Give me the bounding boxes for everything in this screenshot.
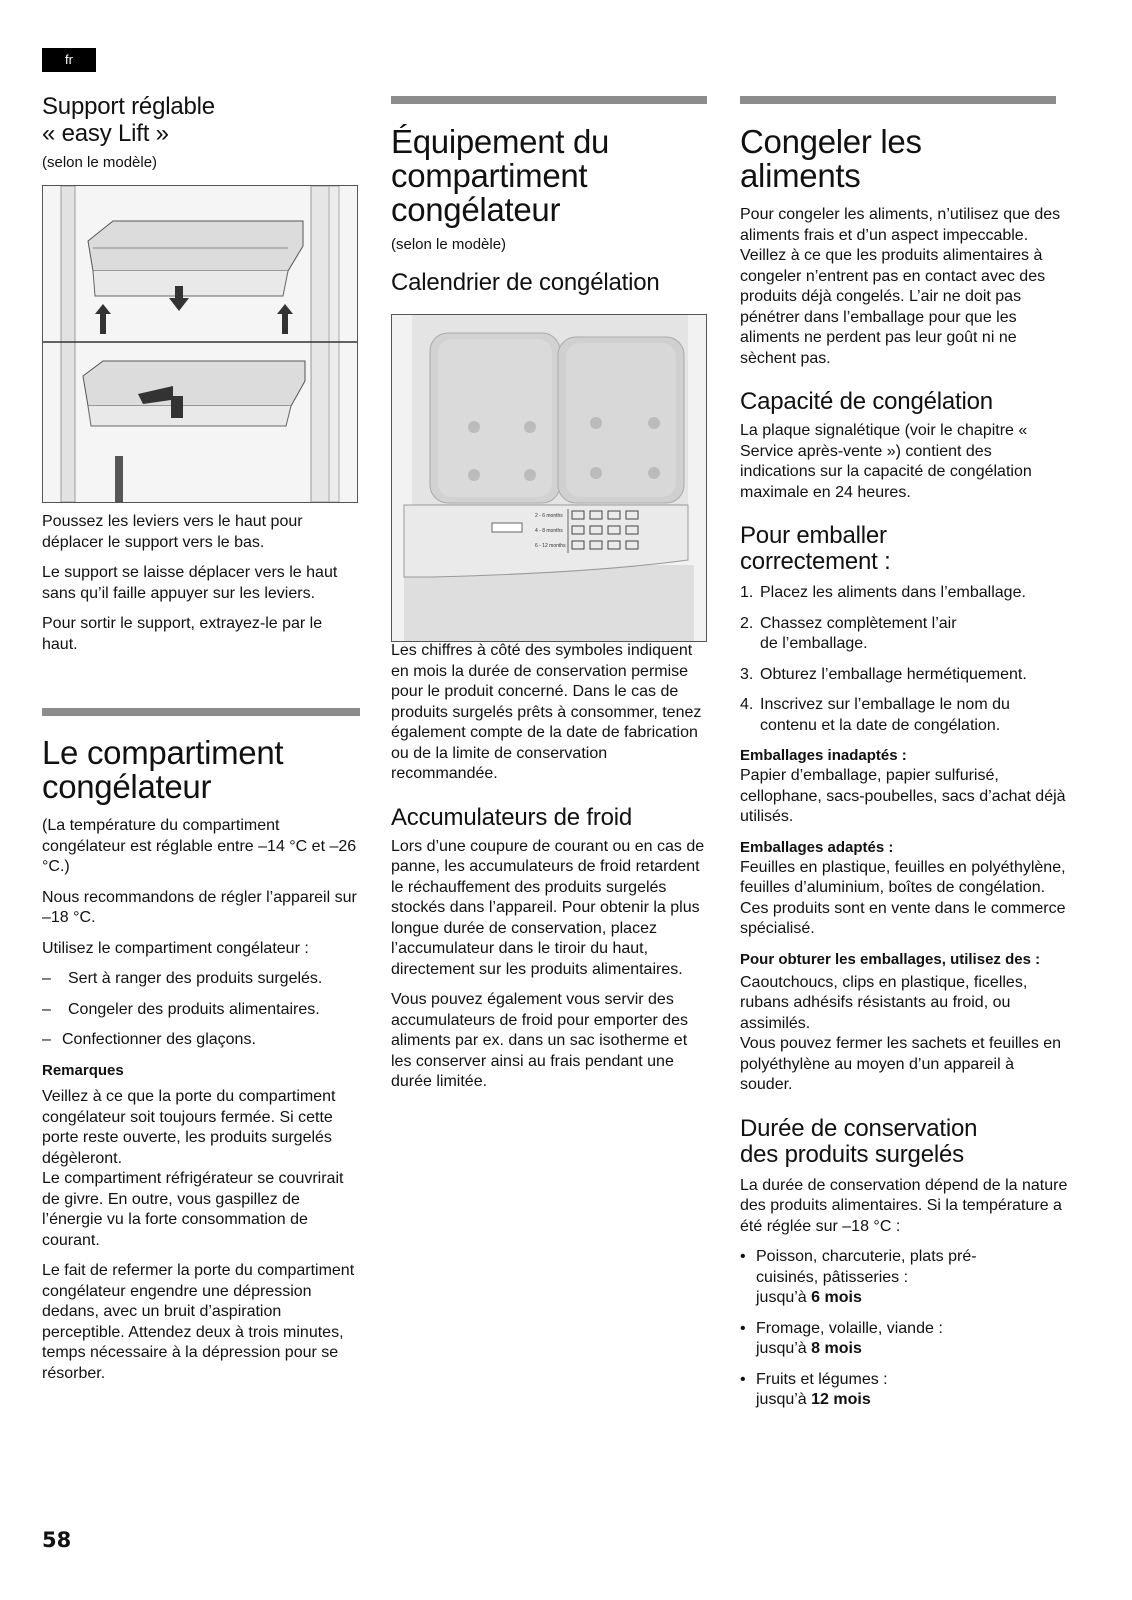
cold-accumulator-heading: Accumulateurs de froid: [391, 803, 633, 831]
list-text: Confectionner des glaçons.: [62, 1031, 256, 1048]
item-text: jusqu’à: [756, 1391, 812, 1408]
list-item: [740, 665, 1070, 686]
list-item: [740, 1319, 1070, 1360]
paragraph: Poussez les leviers vers le haut pour déplacer le support vers le bas.: [42, 513, 303, 551]
list-text: Sert à ranger des produits surgelés.: [68, 970, 323, 987]
list-item: [740, 1247, 1070, 1309]
paragraph: La durée de conservation dépend de la nature des produits alimentaires. Si la température a été réglée sur –18 °C :: [740, 1176, 1068, 1235]
calendar-row-label: 2 - 6 months: [535, 513, 563, 519]
step-number: 2.: [740, 614, 754, 632]
calendar-heading: Calendrier de congélation: [391, 268, 660, 296]
step-text: Chassez complètement l’air de l’emballage.: [760, 614, 957, 652]
title-line: compartiment: [391, 157, 588, 194]
duration-list: [740, 1247, 1070, 1411]
item-text: Fruits et légumes :: [756, 1370, 888, 1388]
list-mark: –: [42, 1000, 51, 1018]
bullet-mark: •: [740, 1319, 746, 1337]
title-line: Équipement du: [391, 123, 610, 160]
list-item: [42, 969, 360, 990]
title-line: Le compartiment: [42, 734, 284, 771]
title-line: Durée de conservation: [740, 1114, 978, 1142]
paragraph: Ces produits sont en vente dans le commerce spécialisé.: [740, 899, 1066, 937]
temperature-note: (La température du compartiment congélateur est réglable entre –14 °C et –26 °C.): [42, 817, 357, 875]
section-divider: [391, 96, 707, 104]
list-item: [740, 614, 1070, 655]
list-mark: –: [42, 1031, 51, 1048]
step-text: Placez les aliments dans l’emballage.: [760, 584, 1026, 601]
duration-value: 12 mois: [811, 1391, 871, 1408]
list-item: [740, 1370, 1070, 1411]
bullet-mark: •: [740, 1370, 746, 1388]
unsuitable-heading: Emballages inadaptés :: [740, 747, 907, 764]
freezer-calendar-illustration: [392, 315, 706, 641]
paragraph: Papier d’emballage, papier sulfurisé, cellophane, sacs-poubelles, sacs d’achat déjà utilisés.: [740, 767, 1066, 825]
paragraph: La plaque signalétique (voir le chapitre « Service après-vente ») contient des indications sur la capacité de congélation maximale en 24 heures.: [740, 422, 1032, 501]
language-tag: fr: [42, 48, 96, 72]
title-line: Support réglable: [42, 93, 215, 120]
title-line: Congeler les: [740, 123, 922, 160]
capacity-heading: Capacité de congélation: [740, 388, 993, 415]
section-title-freezer: [42, 736, 360, 804]
calendar-row-label: 4 - 8 months: [535, 528, 563, 534]
storage-duration-heading: [740, 1116, 1070, 1168]
paragraph: Lors d’une coupure de courant ou en cas de panne, les accumulateurs de froid retardent le réchauffement des produits surgelés stockés dans l’appareil. Pour obtenir la plus longue durée de conservation, placez l’accumulateur dans le tiroir du haut, directement sur les produits alimentaires.: [391, 837, 705, 978]
paragraph: Pour congeler les aliments, n’utilisez que des aliments frais et d’un aspect impeccable. Veillez à ce que les produits alimentaires à congeler n’entrent pas en contact avec des produits déjà congelés. L’air ne doit pas pénétrer dans l’emballage pour que les aliments ne perdent pas leur goût ni ne sèchent pas.: [740, 206, 1061, 367]
packing-steps: [740, 583, 1070, 736]
list-item: [740, 583, 1070, 604]
section-title-freezing: [740, 125, 1070, 193]
item-text: jusqu’à: [756, 1289, 812, 1306]
paragraph: Vous pouvez fermer les sachets et feuilles en polyéthylène au moyen d’un appareil à souder.: [740, 1035, 1062, 1093]
list-item: [740, 695, 1070, 736]
title-line: correctement :: [740, 548, 891, 575]
calendar-description: Les chiffres à côté des symboles indiquent en mois la durée de conservation permise pour le produit concerné. Dans le cas de produits surgelés prêts à consommer, tenez également compte de la date de fabrication ou de la limite de conservation recommandée.: [391, 642, 702, 782]
item-text: jusqu’à: [756, 1340, 812, 1357]
duration-value: 6 mois: [811, 1289, 862, 1306]
step-number: 3.: [740, 665, 754, 683]
bullet-mark: •: [740, 1248, 746, 1265]
paragraph: Pour sortir le support, extrayez-le par le haut.: [42, 615, 323, 653]
freezer-calendar-figure: [391, 314, 707, 642]
duration-value: 8 mois: [811, 1340, 862, 1357]
title-line: congélateur: [391, 191, 561, 228]
step-number: 4.: [740, 696, 754, 713]
section-title-equipment: [391, 125, 709, 227]
easy-lift-figure: [42, 185, 358, 503]
title-line: congélateur: [42, 768, 212, 805]
recommendation: Nous recommandons de régler l’appareil sur –18 °C.: [42, 888, 357, 926]
suitable-heading: Emballages adaptés :: [740, 838, 894, 856]
list-text: Congeler des produits alimentaires.: [68, 1000, 320, 1018]
step-number: 1.: [740, 584, 754, 601]
closing-heading: Pour obturer les emballages, utilisez des :: [740, 950, 1041, 968]
use-list: [42, 969, 360, 1051]
calendar-row-label: 6 - 12 months: [535, 543, 566, 549]
use-intro: Utilisez le compartiment congélateur :: [42, 939, 309, 957]
title-line: « easy Lift »: [42, 120, 169, 147]
paragraph: Vous pouvez également vous servir des accumulateurs de froid pour emporter des aliments par ex. dans un sac isotherme et les conserver ainsi au frais pendant une durée limitée.: [391, 991, 689, 1090]
list-item: [42, 1030, 360, 1051]
paragraph: Feuilles en plastique, feuilles en polyéthylène, feuilles d’aluminium, boîtes de congélation.: [740, 858, 1066, 896]
remark: Le fait de refermer la porte du compartiment congélateur engendre une dépression dedans, avec un bruit d’aspiration perceptible. Attendez deux à trois minutes, temps nécessaire à la dépression pour se résorber.: [42, 1262, 355, 1382]
title-line: Pour emballer: [740, 522, 887, 549]
paragraph: Le support se laisse déplacer vers le haut sans qu’il faille appuyer sur les leviers.: [42, 564, 338, 602]
section-divider: [42, 708, 360, 716]
item-text: Poisson, charcuterie, plats pré-cuisinés, pâtisseries :: [756, 1248, 977, 1286]
paragraph: Caoutchoucs, clips en plastique, ficelles, rubans adhésifs résistants au froid, ou assimilés.: [740, 973, 1028, 1032]
list-mark: –: [42, 970, 51, 987]
page-number: 58: [42, 1528, 72, 1552]
title-line: aliments: [740, 157, 861, 194]
list-item: [42, 1000, 360, 1021]
packing-heading: [740, 523, 1070, 575]
section-divider: [740, 96, 1056, 104]
easy-lift-illustration: [43, 186, 357, 502]
remark: Le compartiment réfrigérateur se couvrirait de givre. En outre, vous gaspillez de l’énergie vu la forte consommation de courant.: [42, 1170, 344, 1249]
title-line: des produits surgelés: [740, 1140, 964, 1168]
remarks-heading: Remarques: [42, 1061, 124, 1079]
item-text: Fromage, volaille, viande :: [756, 1319, 943, 1337]
step-text: Inscrivez sur l’emballage le nom du contenu et la date de congélation.: [760, 696, 1010, 734]
remark: Veillez à ce que la porte du compartiment congélateur soit toujours fermée. Si cette porte reste ouverte, les produits surgelés dégèleront.: [42, 1088, 336, 1167]
model-note: (selon le modèle): [42, 154, 158, 171]
model-note: (selon le modèle): [391, 236, 507, 253]
section-title-easy-lift: [42, 93, 215, 147]
step-text: Obturez l’emballage hermétiquement.: [760, 665, 1027, 683]
